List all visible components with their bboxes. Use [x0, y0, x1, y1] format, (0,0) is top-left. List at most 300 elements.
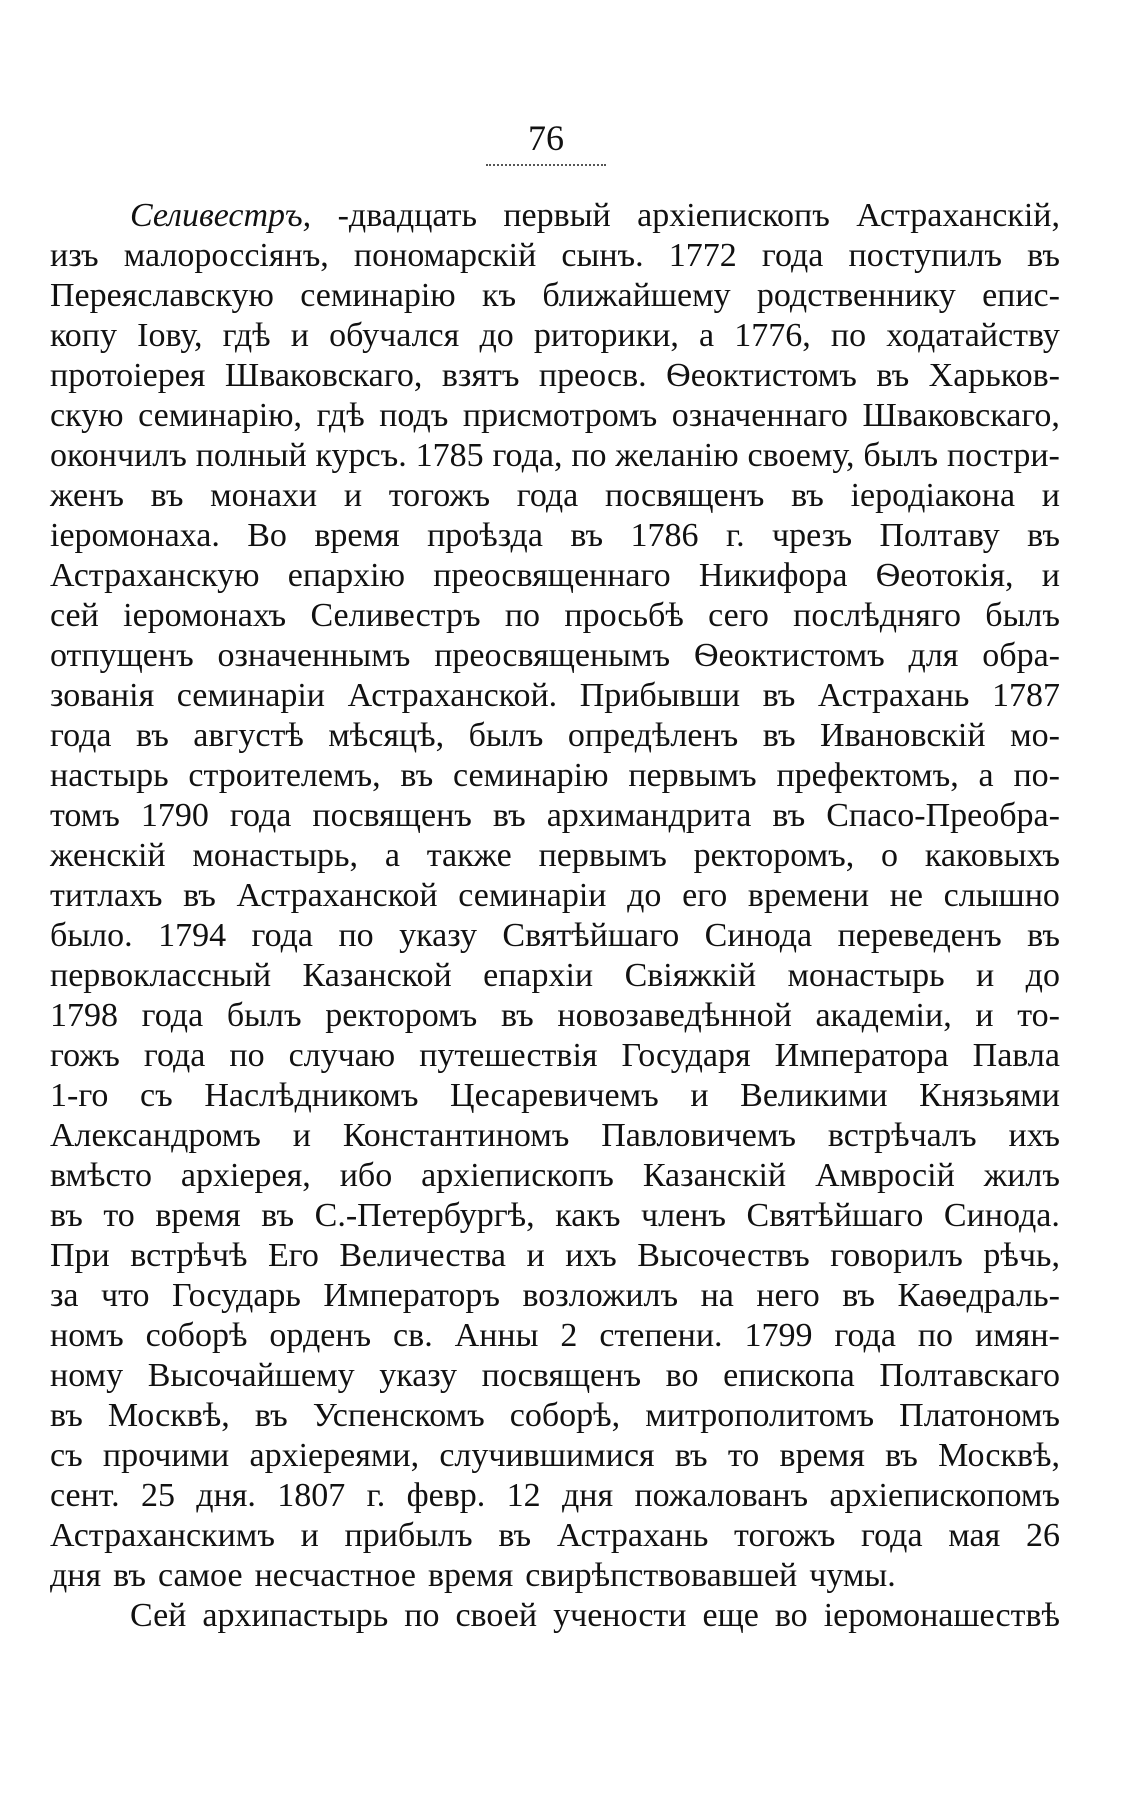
- word: Успенскомъ: [312, 1397, 485, 1434]
- word: въ: [113, 1557, 146, 1594]
- word: тогожъ: [734, 1517, 836, 1554]
- word: епархіи: [483, 957, 594, 994]
- word: женскій: [50, 837, 166, 874]
- word: въ: [50, 1197, 83, 1234]
- word: 1787: [991, 677, 1060, 714]
- word: преосв.: [538, 357, 647, 394]
- word: семинарію,: [138, 397, 303, 434]
- word: монастырь,: [192, 837, 359, 874]
- word: степени.: [599, 1317, 723, 1354]
- word: гожъ: [50, 1037, 120, 1074]
- word: С.-Петербургѣ,: [314, 1197, 535, 1234]
- word: подъ: [379, 397, 449, 434]
- word: за: [50, 1277, 79, 1314]
- word: что: [101, 1277, 150, 1314]
- word: тогожъ: [388, 477, 491, 514]
- word: съ: [50, 1437, 83, 1474]
- word: обра-: [982, 637, 1060, 674]
- word: посвященъ: [312, 797, 472, 834]
- word: Прибывши: [579, 677, 741, 714]
- word: посвященъ: [604, 477, 765, 514]
- word: былъ: [226, 997, 302, 1034]
- word: Платономъ: [899, 1397, 1060, 1434]
- word: отпущенъ: [50, 637, 194, 674]
- word: до: [1025, 957, 1060, 994]
- text-line: [50, 516, 1060, 556]
- word: въ: [498, 1517, 532, 1554]
- word: несчастное: [254, 1557, 416, 1594]
- word: по: [830, 317, 867, 354]
- word: Свіяжкій: [624, 957, 757, 994]
- word: 25: [140, 1477, 175, 1514]
- word: ихъ: [1008, 1117, 1060, 1154]
- word: гдѣ: [316, 397, 365, 434]
- word: въ: [400, 757, 434, 794]
- word: пономарскій: [353, 237, 537, 274]
- word: каковыхъ: [924, 837, 1060, 874]
- word: года: [861, 1517, 923, 1554]
- word: и: [343, 477, 363, 514]
- word: ному: [50, 1357, 124, 1394]
- text-line: [50, 796, 1060, 836]
- word: сей: [50, 597, 99, 634]
- word: и: [292, 1117, 311, 1154]
- word: также: [426, 837, 512, 874]
- word: Москвѣ,: [938, 1437, 1060, 1474]
- word: до: [627, 877, 662, 914]
- word: Ивановскій: [820, 717, 986, 754]
- word: 12: [506, 1477, 541, 1514]
- word: просьбѣ: [564, 597, 684, 634]
- word: Величества: [339, 1237, 506, 1274]
- text-line: [50, 356, 1060, 396]
- word: іеромонахъ: [123, 597, 287, 634]
- word: и: [690, 1077, 709, 1114]
- word: полный: [195, 437, 307, 474]
- word: Павла: [972, 1037, 1060, 1074]
- word: Высочайшему: [147, 1357, 355, 1394]
- word: въ: [254, 1397, 288, 1434]
- word: былъ: [863, 437, 939, 474]
- page-number: 76: [528, 118, 564, 158]
- word: время: [155, 1197, 241, 1234]
- word: послѣдняго: [793, 597, 961, 634]
- word: ибо: [339, 1157, 393, 1194]
- word: къ: [481, 277, 517, 314]
- word: ближайшему: [542, 277, 731, 314]
- word: 1786: [630, 517, 699, 554]
- word: Святѣйшаго: [502, 917, 680, 954]
- word: Цесаревичемъ: [450, 1077, 659, 1114]
- word: Шваковскаго,: [862, 397, 1060, 434]
- word: преосвященымъ: [434, 637, 671, 674]
- word: а: [978, 757, 994, 794]
- word: то: [103, 1197, 135, 1234]
- word: посвященъ: [481, 1357, 642, 1394]
- word: орденъ: [269, 1317, 372, 1354]
- word: изъ: [50, 237, 99, 274]
- word: а: [699, 317, 715, 354]
- word: по: [571, 437, 607, 474]
- text-line: [50, 1316, 1060, 1356]
- word: Императоръ: [323, 1277, 500, 1314]
- word: 1790: [140, 797, 209, 834]
- word: и: [1041, 557, 1060, 594]
- word: обучался: [329, 317, 460, 354]
- word: въ: [1027, 237, 1060, 274]
- word: сего: [708, 597, 769, 634]
- word: первый: [503, 197, 611, 234]
- word: гдѣ: [222, 317, 271, 354]
- word: встрѣчѣ: [130, 1237, 248, 1274]
- text-line: [50, 1396, 1060, 1436]
- word: въ: [183, 877, 216, 914]
- word: и: [300, 1517, 319, 1554]
- word: февр.: [406, 1477, 486, 1514]
- word: св.: [393, 1317, 433, 1354]
- word: ходатайству: [886, 317, 1060, 354]
- word: Ѳеотокія,: [875, 557, 1014, 594]
- word: своей: [455, 1597, 538, 1634]
- word: своему,: [747, 437, 855, 474]
- word: номъ: [50, 1317, 124, 1354]
- word: до: [479, 317, 514, 354]
- word: прибылъ: [344, 1517, 473, 1554]
- word: титлахъ: [50, 877, 163, 914]
- word: вмѣсто: [50, 1157, 152, 1194]
- word: о: [881, 837, 899, 874]
- text-line: [50, 1236, 1060, 1276]
- word: постри-: [946, 437, 1060, 474]
- word: окончилъ: [50, 437, 187, 474]
- word: ректоромъ: [325, 997, 478, 1034]
- word: г.: [725, 517, 745, 554]
- text-line: [50, 396, 1060, 436]
- word: какъ: [555, 1197, 621, 1234]
- word: и: [290, 317, 309, 354]
- word: Селивестръ,: [130, 197, 312, 234]
- text-line: [50, 1596, 1060, 1636]
- word: время: [427, 1557, 514, 1594]
- word: мѣсяцѣ,: [328, 717, 445, 754]
- text-line: [50, 1476, 1060, 1516]
- word: первоклассный: [50, 957, 272, 994]
- word: строителемъ,: [188, 757, 381, 794]
- word: архіепископъ: [421, 1157, 614, 1194]
- word: Высочествъ: [637, 1237, 810, 1274]
- word: семинарію: [453, 757, 609, 794]
- word: Его: [268, 1237, 319, 1274]
- word: Спасо-Преобра-: [826, 797, 1060, 834]
- word: Астраханскимъ: [50, 1517, 275, 1554]
- text-line: [50, 876, 1060, 916]
- text-line: [50, 476, 1060, 516]
- word: въ: [1027, 917, 1060, 954]
- word: Москвѣ,: [107, 1397, 230, 1434]
- word: и: [976, 957, 995, 994]
- word: епархію: [287, 557, 406, 594]
- word: то: [727, 1437, 760, 1474]
- word: дня: [561, 1477, 614, 1514]
- word: во: [774, 1597, 808, 1634]
- word: женъ: [50, 477, 124, 514]
- text-line: [50, 316, 1060, 356]
- word: говорилъ: [830, 1237, 963, 1274]
- word: во: [665, 1357, 699, 1394]
- word: іеромонашествѣ: [823, 1597, 1060, 1634]
- word: въ: [885, 1437, 918, 1474]
- word: въ: [842, 1277, 876, 1314]
- word: Полтавскаго: [879, 1357, 1060, 1394]
- word: 1-го: [50, 1077, 109, 1114]
- word: прочими: [102, 1437, 230, 1474]
- text-line: [50, 996, 1060, 1036]
- word: въ: [791, 477, 824, 514]
- word: года: [761, 237, 824, 274]
- word: архіерея,: [180, 1157, 311, 1194]
- word: архимандрита: [546, 797, 752, 834]
- word: на: [700, 1277, 734, 1314]
- text-line: [50, 636, 1060, 676]
- word: Астраханской.: [347, 677, 558, 714]
- word: монахи: [210, 477, 318, 514]
- word: него: [756, 1277, 820, 1314]
- word: риторики,: [533, 317, 679, 354]
- text-line: [50, 436, 1060, 476]
- text-line: [50, 196, 1060, 236]
- word: 26: [1025, 1517, 1060, 1554]
- word: переведенъ: [837, 917, 1002, 954]
- word: по: [404, 1597, 440, 1634]
- page-number-rule: [486, 164, 606, 166]
- word: жилъ: [983, 1157, 1060, 1194]
- word: года: [834, 1317, 896, 1354]
- word: случившимися: [439, 1437, 655, 1474]
- word: августѣ: [193, 717, 304, 754]
- word: указу: [399, 917, 477, 954]
- word: іеромонаха.: [50, 517, 220, 554]
- word: Казанскій: [642, 1157, 787, 1194]
- page-header: [476, 118, 616, 166]
- word: 1785: [415, 437, 484, 474]
- text-line: [50, 1116, 1060, 1156]
- word: Никифора: [698, 557, 848, 594]
- text-line: [50, 1556, 1060, 1596]
- word: еще: [702, 1597, 759, 1634]
- word: зованія: [50, 677, 155, 714]
- word: Сей: [130, 1597, 187, 1634]
- word: дня: [50, 1557, 102, 1594]
- word: скую: [50, 397, 124, 434]
- word: малороссіянъ,: [123, 237, 329, 274]
- word: монастырь: [787, 957, 945, 994]
- text-line: [50, 836, 1060, 876]
- word: Святѣйшаго: [746, 1197, 924, 1234]
- text-line: [50, 956, 1060, 996]
- word: года,: [492, 437, 563, 474]
- word: не: [889, 877, 923, 914]
- word: Астрахань: [817, 677, 970, 714]
- text-line: [50, 716, 1060, 756]
- word: въ: [500, 997, 534, 1034]
- word: членъ: [641, 1197, 726, 1234]
- word: года: [229, 797, 292, 834]
- word: Іову,: [137, 317, 203, 354]
- word: Государь: [172, 1277, 301, 1314]
- word: При: [50, 1237, 110, 1274]
- word: 1794: [158, 917, 227, 954]
- word: мая: [948, 1517, 1001, 1554]
- word: Анны: [454, 1317, 539, 1354]
- word: въ: [772, 797, 806, 834]
- word: по-: [1013, 757, 1060, 794]
- word: Селивестръ: [310, 597, 481, 634]
- word: былъ: [468, 717, 544, 754]
- word: архіепископомъ: [829, 1477, 1060, 1514]
- word: семинаріи: [176, 677, 326, 714]
- word: съ: [140, 1077, 173, 1114]
- word: Ѳеоктистомъ: [666, 357, 857, 394]
- word: епископа: [723, 1357, 855, 1394]
- word: по: [504, 597, 541, 634]
- word: митрополитомъ: [645, 1397, 875, 1434]
- word: случаю: [288, 1037, 396, 1074]
- word: Во: [247, 517, 287, 554]
- word: ихъ: [565, 1237, 617, 1274]
- word: архіепископъ: [637, 197, 830, 234]
- word: рѣчь,: [983, 1237, 1060, 1274]
- word: томъ: [50, 797, 120, 834]
- word: въ: [1027, 517, 1060, 554]
- text-line: [50, 1156, 1060, 1196]
- text-line: [50, 916, 1060, 956]
- text-line: [50, 236, 1060, 276]
- word: года: [251, 917, 314, 954]
- word: Амвросій: [815, 1157, 955, 1194]
- word: его: [682, 877, 728, 914]
- text-line: [50, 1036, 1060, 1076]
- word: Харьков-: [928, 357, 1060, 394]
- word: по: [917, 1317, 954, 1354]
- word: 1772: [668, 237, 737, 274]
- text-line: [50, 676, 1060, 716]
- word: времени: [747, 877, 870, 914]
- word: Шваковскаго,: [224, 357, 423, 394]
- word: Астрахань: [556, 1517, 709, 1554]
- word: по: [229, 1037, 265, 1074]
- word: въ: [762, 677, 796, 714]
- word: взятъ: [441, 357, 520, 394]
- word: года: [143, 1037, 206, 1074]
- word: родственнику: [756, 277, 956, 314]
- text-line: [50, 1196, 1060, 1236]
- word: встрѣчалъ: [827, 1117, 977, 1154]
- word: въ: [136, 717, 169, 754]
- word: 1776,: [734, 317, 811, 354]
- word: Астраханскій,: [856, 197, 1060, 234]
- word: соборѣ,: [509, 1397, 621, 1434]
- word: Астраханской: [236, 877, 438, 914]
- word: первымъ: [628, 757, 757, 794]
- word: путешествія: [419, 1037, 598, 1074]
- word: для: [908, 637, 959, 674]
- word: 2: [560, 1317, 578, 1354]
- text-line: [50, 1356, 1060, 1396]
- word: поступилъ: [848, 237, 1003, 274]
- word: въ: [492, 797, 526, 834]
- word: въ: [261, 1197, 295, 1234]
- word: Синода.: [943, 1197, 1060, 1234]
- word: -двадцать: [337, 197, 477, 234]
- text-line: [50, 1276, 1060, 1316]
- word: чумы.: [809, 1557, 896, 1594]
- word: присмотромъ: [462, 397, 658, 434]
- word: въ: [150, 477, 184, 514]
- word: въ: [674, 1437, 708, 1474]
- word: соборѣ: [145, 1317, 248, 1354]
- word: Императора: [774, 1037, 949, 1074]
- word: новозаведѣнной: [557, 997, 792, 1034]
- word: имян-: [975, 1317, 1060, 1354]
- word: префектомъ,: [776, 757, 959, 794]
- word: въ: [570, 517, 604, 554]
- word: 1798: [50, 997, 118, 1034]
- word: означеннымъ: [217, 637, 411, 674]
- word: архіереями,: [249, 1437, 420, 1474]
- word: курсъ.: [315, 437, 407, 474]
- word: было.: [50, 917, 133, 954]
- word: самое: [157, 1557, 243, 1594]
- word: Переяславскую: [50, 277, 274, 314]
- word: дня.: [196, 1477, 256, 1514]
- word: г.: [366, 1477, 386, 1514]
- word: Ѳеоктистомъ: [693, 637, 885, 674]
- text-line: [50, 596, 1060, 636]
- word: указу: [379, 1357, 458, 1394]
- word: сент.: [50, 1477, 120, 1514]
- word: и: [526, 1237, 545, 1274]
- word: настырь: [50, 757, 169, 794]
- word: Полтаву: [879, 517, 1000, 554]
- word: учености: [553, 1597, 687, 1634]
- word: протоіерея: [50, 357, 206, 394]
- word: Государя: [621, 1037, 751, 1074]
- word: то-: [1017, 997, 1060, 1034]
- word: Великими: [740, 1077, 888, 1114]
- word: Астраханскую: [50, 557, 260, 594]
- word: по: [338, 917, 374, 954]
- word: архипастырь: [202, 1597, 389, 1634]
- text-line: [50, 276, 1060, 316]
- word: семинарію: [300, 277, 456, 314]
- text-line: [50, 1436, 1060, 1476]
- word: въ: [50, 1397, 83, 1434]
- word: академіи,: [815, 997, 952, 1034]
- word: 1799: [744, 1317, 813, 1354]
- word: Синода: [704, 917, 813, 954]
- word: преосвященнаго: [433, 557, 671, 594]
- word: года: [50, 717, 112, 754]
- text-line: [50, 556, 1060, 596]
- word: и: [975, 997, 994, 1034]
- text-line: [50, 1516, 1060, 1556]
- word: копу: [50, 317, 117, 354]
- word: Константиномъ: [342, 1117, 570, 1154]
- word: Князьями: [919, 1077, 1060, 1114]
- word: былъ: [985, 597, 1060, 634]
- text-line: [50, 1076, 1060, 1116]
- word: семинаріи: [458, 877, 607, 914]
